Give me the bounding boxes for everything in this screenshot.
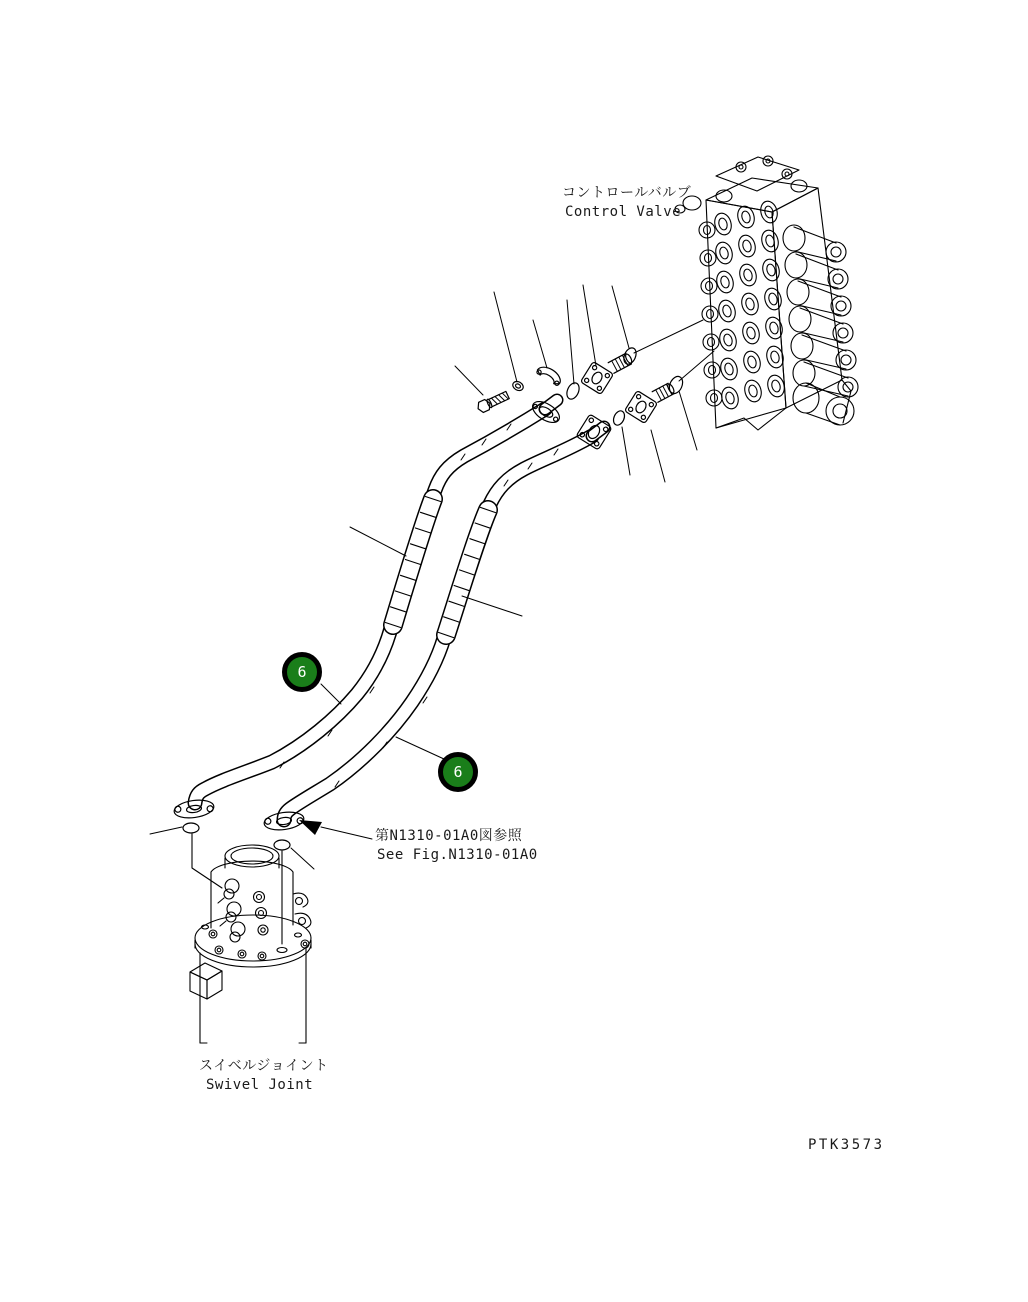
swivel-joint-drawing: [190, 834, 311, 1043]
assembly-stem-left: [192, 834, 222, 888]
fitting-adapter-1: [580, 352, 633, 394]
control-valve-label-jp: コントロールバルブ: [562, 185, 692, 201]
swivel-joint-label-jp: スイベルジョイント: [199, 1058, 329, 1074]
o-ring-right: [274, 840, 290, 850]
fitting-adapter-2: [624, 382, 675, 423]
fitting-split-flange-half: [536, 363, 564, 386]
swivel-joint-label-en: Swivel Joint: [206, 1077, 314, 1093]
drawing-code: PTK3573: [808, 1137, 885, 1153]
fitting-bolt: [476, 390, 510, 414]
callout-badge-6-front-hose[interactable]: 6: [282, 652, 322, 692]
control-valve-drawing: [675, 156, 858, 430]
fitting-washer: [511, 380, 525, 393]
fitting-o-ring-c: [611, 409, 626, 427]
reference-arrow-icon: [299, 820, 322, 835]
o-ring-left: [183, 823, 199, 833]
reference-note-en: See Fig.N1310-01A0: [377, 847, 538, 863]
callout-badge-6-rear-hose[interactable]: 6: [438, 752, 478, 792]
reference-note-jp: 第N1310-01A0図参照: [375, 828, 523, 844]
control-valve-label-en: Control Valve: [565, 204, 682, 220]
fitting-o-ring-a: [565, 381, 582, 401]
